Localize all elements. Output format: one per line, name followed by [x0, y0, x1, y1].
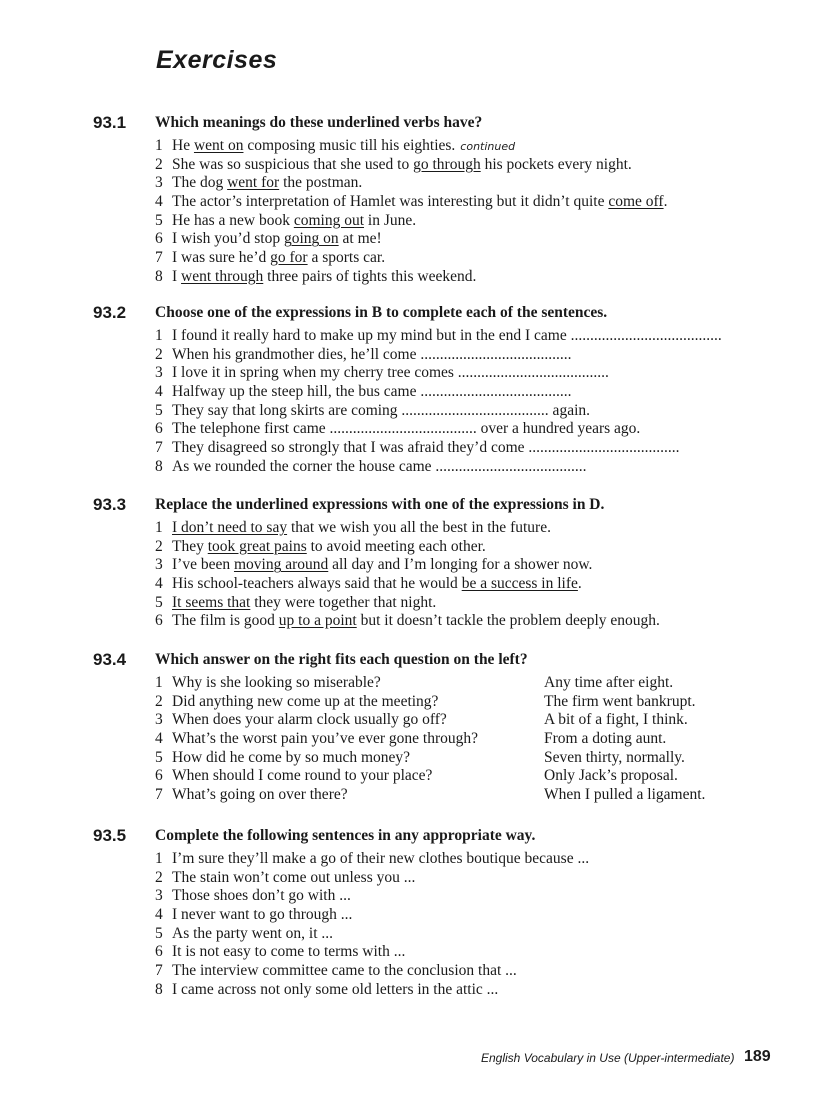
underlined-phrase: come off: [608, 193, 664, 211]
exercise-instruction: Choose one of the expressions in B to complete each of the sentences.: [155, 304, 608, 321]
item-number: 5: [155, 924, 163, 942]
list-item: [155, 962, 589, 981]
item-text: the postman.: [279, 174, 363, 192]
list-item: [155, 594, 660, 613]
item-text: They: [172, 537, 208, 555]
list-item: [155, 346, 722, 365]
item-number: 7: [155, 249, 163, 267]
item-number: 8: [155, 267, 163, 285]
item-text: The telephone first came ...................................... over a hundred years ago.: [172, 420, 641, 438]
item-text: three pairs of tights this weekend.: [263, 267, 477, 285]
list-item: [155, 767, 478, 786]
answer-item: When I pulled a ligament.: [544, 786, 706, 804]
underlined-phrase: I don’t need to say: [172, 519, 288, 536]
item-text: to avoid meeting each other.: [306, 537, 486, 555]
item-text: a sports car.: [307, 249, 386, 267]
item-number: 6: [155, 612, 163, 630]
handwritten-note: continued: [460, 140, 516, 153]
item-number: 6: [155, 420, 163, 438]
list-item: [155, 981, 589, 1000]
item-number: 2: [155, 868, 163, 886]
list-item: [155, 674, 478, 693]
list-item: [155, 212, 667, 231]
item-number: 4: [155, 906, 163, 924]
list-item: [155, 458, 722, 477]
item-text: all day and I’m longing for a shower now.: [328, 556, 593, 574]
list-item: [155, 327, 722, 346]
underlined-phrase: going on: [283, 230, 339, 248]
list-item: [155, 364, 722, 383]
item-text: How did he come by so much money?: [172, 748, 411, 766]
item-text: I never want to go through ...: [172, 906, 353, 924]
item-text: As the party went on, it ...: [172, 924, 334, 942]
answer-item: Only Jack’s proposal.: [544, 767, 678, 785]
item-text: at me!: [338, 230, 382, 248]
item-text: I came across not only some old letters in the attic ...: [172, 980, 499, 998]
list-item: [155, 575, 660, 594]
list-item: [155, 193, 667, 212]
answer-item: The firm went bankrupt.: [544, 692, 696, 710]
item-number: 2: [155, 692, 163, 710]
item-text: I’m sure they’ll make a go of their new clothes boutique because ...: [172, 850, 590, 867]
exercise-number: 93.4: [93, 650, 127, 669]
list-item: [155, 612, 660, 631]
item-number: 3: [155, 364, 163, 382]
item-text: The film is good: [172, 612, 279, 630]
underlined-phrase: coming out: [293, 211, 365, 229]
item-number: 1: [155, 327, 163, 344]
list-item: [155, 402, 722, 421]
item-text: The dog: [172, 174, 228, 192]
item-text: What’s the worst pain you’ve ever gone through?: [172, 730, 479, 748]
item-number: 7: [155, 786, 163, 804]
item-number: 3: [155, 556, 163, 574]
list-item: [155, 730, 478, 749]
list-item: [155, 249, 667, 268]
list-item: [155, 749, 478, 768]
list-item: [155, 519, 660, 538]
answer-item: A bit of a fight, I think.: [544, 711, 688, 729]
list-item: [155, 850, 589, 869]
item-number: 1: [155, 850, 163, 867]
item-text: in June.: [364, 211, 417, 229]
item-number: 5: [155, 401, 163, 419]
item-number: 3: [155, 711, 163, 729]
item-text: He: [172, 137, 194, 154]
item-number: 4: [155, 193, 163, 211]
item-text: I was sure he’d: [172, 249, 271, 267]
exercise-instruction: Complete the following sentences in any appropriate way.: [155, 827, 536, 844]
underlined-phrase: went through: [181, 267, 264, 285]
underlined-phrase: up to a point: [278, 612, 357, 630]
item-text: I: [172, 267, 182, 285]
item-text: She was so suspicious that she used to: [172, 155, 414, 173]
item-text: I love it in spring when my cherry tree comes .......................................: [172, 364, 609, 382]
item-number: 2: [155, 155, 163, 173]
item-number: 5: [155, 593, 163, 611]
exercise-instruction: Which answer on the right fits each question on the left?: [155, 651, 528, 668]
item-number: 3: [155, 887, 163, 905]
item-text: they were together that night.: [250, 593, 437, 611]
exercise-number: 93.1: [93, 113, 127, 132]
answer-item: Any time after eight.: [544, 674, 674, 691]
question-list: [155, 674, 478, 805]
item-text: Those shoes don’t go with ...: [172, 887, 351, 905]
exercise-number: 93.2: [93, 303, 127, 322]
item-text: I wish you’d stop: [172, 230, 284, 248]
item-text: Halfway up the steep hill, the bus came .......................................: [172, 383, 572, 401]
list-item: [155, 268, 667, 287]
item-text: The actor’s interpretation of Hamlet was interesting but it didn’t quite: [172, 193, 609, 211]
exercise-items: [155, 519, 660, 631]
item-text: When should I come round to your place?: [172, 767, 433, 785]
item-number: 2: [155, 345, 163, 363]
item-number: 2: [155, 537, 163, 555]
item-text: When his grandmother dies, he’ll come .......................................: [172, 345, 572, 363]
item-number: 7: [155, 962, 163, 980]
item-number: 6: [155, 767, 163, 785]
answer-item: Seven thirty, normally.: [544, 748, 685, 766]
page-number: 189: [744, 1048, 771, 1065]
underlined-phrase: It seems that: [172, 593, 251, 611]
item-number: 1: [155, 519, 163, 536]
item-text: He has a new book: [172, 211, 294, 229]
list-item: [155, 943, 589, 962]
item-number: 4: [155, 730, 163, 748]
exercise-items: [155, 137, 667, 287]
underlined-phrase: went on: [193, 137, 244, 154]
item-text: I’ve been: [172, 556, 234, 574]
item-text: They say that long skirts are coming ...................................... again.: [172, 401, 591, 419]
item-text: .: [663, 193, 668, 211]
item-text: It is not easy to come to terms with ...: [172, 943, 406, 961]
book-title-footer: English Vocabulary in Use (Upper-intermediate): [481, 1051, 735, 1065]
exercise-number: 93.5: [93, 826, 127, 845]
list-item: [155, 230, 667, 249]
item-text: Did anything new come up at the meeting?: [172, 692, 439, 710]
exercise-items: [155, 327, 722, 477]
list-item: [155, 174, 667, 193]
page-title: Exercises: [156, 46, 278, 74]
list-item: [155, 420, 722, 439]
list-item: [155, 137, 667, 156]
item-number: 4: [155, 575, 163, 593]
item-text: The stain won’t come out unless you ...: [172, 868, 416, 886]
item-text: his pockets every night.: [480, 155, 632, 173]
item-text: The interview committee came to the conclusion that ...: [172, 962, 517, 980]
list-item: [155, 887, 589, 906]
item-text: composing music till his eighties.: [243, 137, 456, 154]
list-item: [155, 869, 589, 888]
exercise-number: 93.3: [93, 495, 127, 514]
item-text: His school-teachers always said that he would: [172, 575, 462, 593]
item-text: They disagreed so strongly that I was afraid they’d come .......................................: [172, 439, 680, 457]
list-item: [155, 925, 589, 944]
underlined-phrase: go through: [413, 155, 481, 173]
item-number: 1: [155, 137, 163, 154]
item-number: 8: [155, 980, 163, 998]
item-text: Why is she looking so miserable?: [172, 674, 381, 691]
item-text: .: [577, 575, 582, 593]
list-item: [155, 906, 589, 925]
answer-list: [544, 674, 705, 805]
list-item: [155, 556, 660, 575]
list-item: [155, 693, 478, 712]
item-number: 7: [155, 439, 163, 457]
item-text: When does your alarm clock usually go off?: [172, 711, 447, 729]
list-item: [155, 711, 478, 730]
underlined-phrase: took great pains: [207, 537, 307, 555]
list-item: [155, 439, 722, 458]
list-item: [155, 538, 660, 557]
list-item: [155, 383, 722, 402]
exercise-instruction: Replace the underlined expressions with one of the expressions in D.: [155, 496, 605, 513]
item-number: 6: [155, 230, 163, 248]
item-text: What’s going on over there?: [172, 786, 348, 804]
item-number: 6: [155, 943, 163, 961]
item-number: 8: [155, 457, 163, 475]
item-number: 3: [155, 174, 163, 192]
item-text: that we wish you all the best in the future.: [287, 519, 551, 536]
underlined-phrase: went for: [227, 174, 280, 192]
answer-item: From a doting aunt.: [544, 730, 667, 748]
list-item: [155, 156, 667, 175]
item-text: As we rounded the corner the house came .......................................: [172, 457, 587, 475]
underlined-phrase: go for: [270, 249, 308, 267]
item-text: but it doesn’t tackle the problem deeply enough.: [356, 612, 660, 630]
underlined-phrase: be a success in life: [461, 575, 578, 593]
item-text: I found it really hard to make up my mind but in the end I came .......................................: [172, 327, 722, 344]
list-item: [155, 786, 478, 805]
exercise-instruction: Which meanings do these underlined verbs have?: [155, 114, 483, 131]
item-number: 5: [155, 748, 163, 766]
item-number: 4: [155, 383, 163, 401]
item-number: 5: [155, 211, 163, 229]
exercise-items: [155, 850, 589, 1000]
underlined-phrase: moving around: [233, 556, 329, 574]
item-number: 1: [155, 674, 163, 691]
